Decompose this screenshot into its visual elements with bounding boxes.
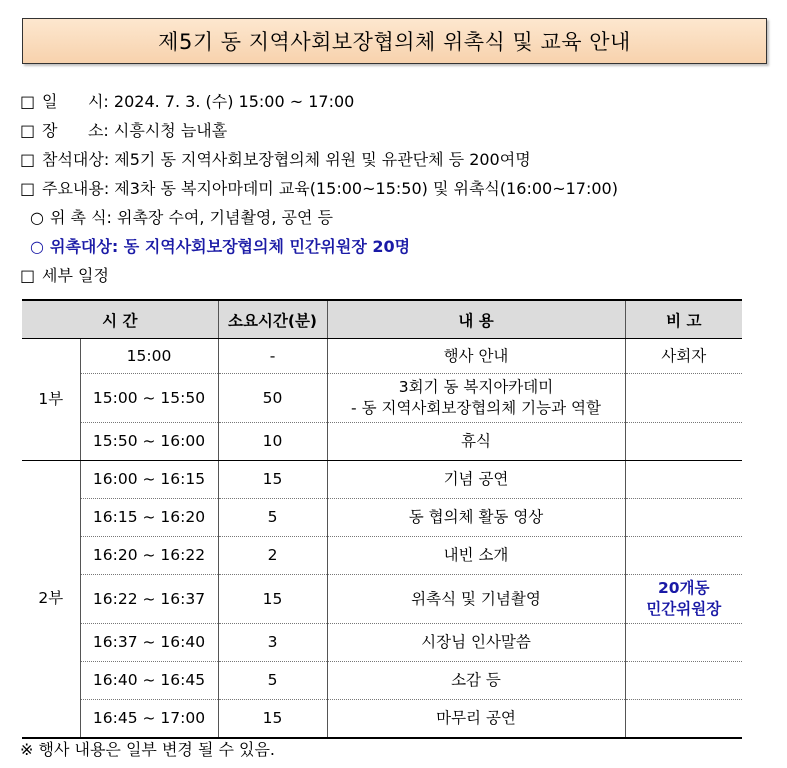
row-time: 15:00 ~ 15:50 — [80, 374, 218, 423]
row-duration: 5 — [218, 499, 327, 537]
info-attendees — [20, 150, 531, 170]
row-content-line1: 3회기 동 복지아카데미 — [398, 378, 554, 396]
part-label: 1부 — [22, 339, 80, 461]
square-bullet-icon: □ — [20, 121, 36, 140]
row-duration: 3 — [218, 624, 327, 662]
row-content: 기념 공연 — [327, 461, 625, 499]
row-content: 행사 안내 — [327, 339, 625, 374]
header-content: 내 용 — [327, 300, 625, 339]
row-note — [625, 700, 742, 738]
row-note — [625, 461, 742, 499]
row-time: 16:40 ~ 16:45 — [80, 662, 218, 700]
header-time: 시 간 — [22, 300, 218, 339]
table-header-row — [22, 300, 742, 339]
info-date — [20, 92, 354, 112]
row-duration: 50 — [218, 374, 327, 423]
header-note: 비 고 — [625, 300, 742, 339]
row-content: 시장님 인사말씀 — [327, 624, 625, 662]
row-content: 휴식 — [327, 423, 625, 461]
row-note — [625, 499, 742, 537]
row-note-line2: 민간위원장 — [646, 600, 722, 618]
square-bullet-icon: □ — [20, 266, 36, 285]
row-time: 16:00 ~ 16:15 — [80, 461, 218, 499]
info-attendees-text: 참석대상: 제5기 동 지역사회보장협의체 위원 및 유관단체 등 200여명 — [42, 150, 531, 169]
info-appointees — [30, 237, 410, 257]
row-content: 마무리 공연 — [327, 700, 625, 738]
row-time: 16:20 ~ 16:22 — [80, 537, 218, 575]
square-bullet-icon: □ — [20, 179, 36, 198]
row-content — [327, 374, 625, 423]
info-ceremony — [30, 208, 333, 228]
table-row — [22, 461, 742, 499]
row-note — [625, 374, 742, 423]
row-note-line1: 20개동 — [657, 579, 710, 597]
row-content: 내빈 소개 — [327, 537, 625, 575]
square-bullet-icon: □ — [20, 150, 36, 169]
circle-bullet-icon: ○ — [30, 237, 44, 256]
info-place — [20, 121, 227, 141]
table-row — [22, 537, 742, 575]
square-bullet-icon: □ — [20, 92, 36, 111]
info-date-text: 일 시: 2024. 7. 3. (수) 15:00 ~ 17:00 — [42, 92, 355, 111]
info-schedule-heading — [20, 266, 109, 286]
row-content-line2: - 동 지역사회보장협의체 기능과 역할 — [351, 399, 601, 417]
row-note — [625, 423, 742, 461]
row-duration: 15 — [218, 700, 327, 738]
schedule-table — [22, 299, 742, 739]
header-duration: 소요시간(분) — [218, 300, 327, 339]
row-content: 동 협의체 활동 영상 — [327, 499, 625, 537]
row-content: 소감 등 — [327, 662, 625, 700]
row-duration: - — [218, 339, 327, 374]
info-contents-text: 주요내용: 제3차 동 복지아마데미 교육(15:00~15:50) 및 위촉식(16:00~17:00) — [42, 179, 618, 198]
row-duration: 2 — [218, 537, 327, 575]
table-row — [22, 423, 742, 461]
row-duration: 15 — [218, 575, 327, 624]
info-place-text: 장 소: 시흥시청 늠내홀 — [42, 121, 228, 140]
info-contents — [20, 179, 618, 199]
table-row — [22, 700, 742, 738]
row-note — [625, 537, 742, 575]
row-duration: 10 — [218, 423, 327, 461]
table-row — [22, 339, 742, 374]
table-row — [22, 374, 742, 423]
row-note — [625, 624, 742, 662]
row-time: 15:50 ~ 16:00 — [80, 423, 218, 461]
row-note — [625, 575, 742, 624]
row-duration: 15 — [218, 461, 327, 499]
row-time: 16:45 ~ 17:00 — [80, 700, 218, 738]
row-note — [625, 662, 742, 700]
part-label: 2부 — [22, 461, 80, 738]
row-duration: 5 — [218, 662, 327, 700]
circle-bullet-icon: ○ — [30, 208, 44, 227]
info-appointees-text: 위촉대상: 동 지역사회보장협의체 민간위원장 20명 — [50, 237, 411, 256]
row-time: 15:00 — [80, 339, 218, 374]
row-note: 사회자 — [625, 339, 742, 374]
table-row — [22, 624, 742, 662]
info-ceremony-text: 위 촉 식: 위촉장 수여, 기념촬영, 공연 등 — [50, 208, 334, 227]
table-row — [22, 575, 742, 624]
table-row — [22, 662, 742, 700]
info-schedule-heading-text: 세부 일정 — [42, 266, 109, 285]
row-time: 16:15 ~ 16:20 — [80, 499, 218, 537]
footnote: ※ 행사 내용은 일부 변경 될 수 있음. — [20, 740, 276, 759]
table-row — [22, 499, 742, 537]
row-content: 위촉식 및 기념촬영 — [327, 575, 625, 624]
page-title: 제5기 동 지역사회보장협의체 위촉식 및 교육 안내 — [22, 18, 767, 64]
row-time: 16:22 ~ 16:37 — [80, 575, 218, 624]
row-time: 16:37 ~ 16:40 — [80, 624, 218, 662]
